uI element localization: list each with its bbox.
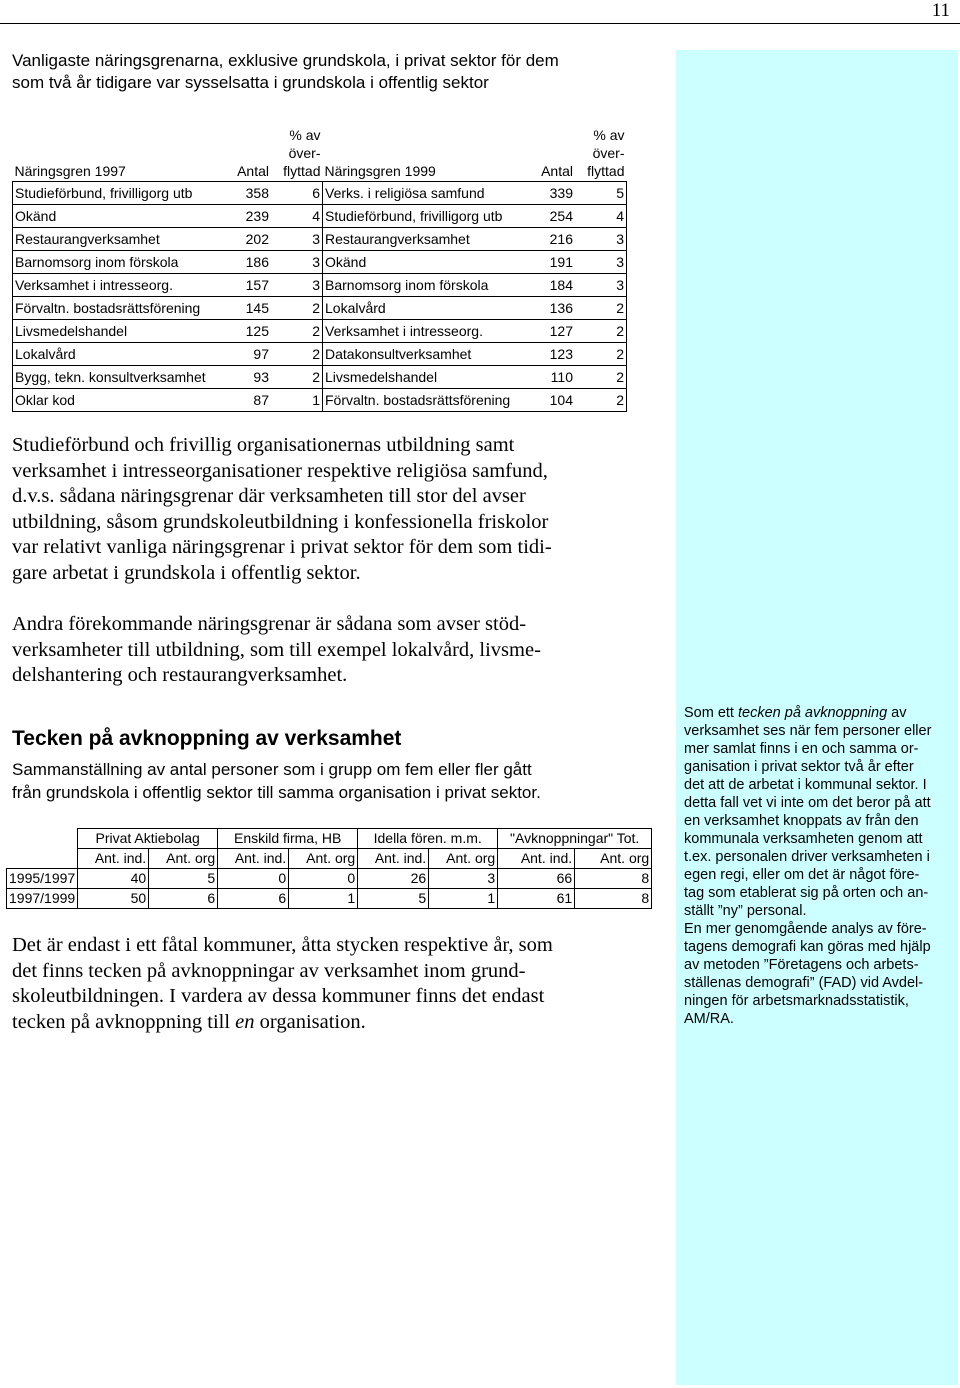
sidebar-line: egen regi, eller om det är något före-: [684, 867, 920, 883]
industry-table-row: [13, 320, 627, 343]
industry-1999-name: Lokalvård: [323, 297, 526, 320]
industry-1997-name: Restaurangverksamhet: [13, 228, 222, 251]
count-individuals: 66: [498, 869, 575, 889]
industry-1999-pct: 2: [575, 297, 627, 320]
industry-1999-pct: 3: [575, 228, 627, 251]
count-individuals: 61: [498, 889, 575, 909]
sidebar-line: tagens demografi kan göras med hjälp: [684, 939, 931, 955]
industry-1997-antal: 87: [221, 389, 271, 412]
industry-1999-pct: 3: [575, 251, 627, 274]
industry-1997-antal: 157: [221, 274, 271, 297]
industry-table-row: [13, 389, 627, 412]
industry-1997-pct: 2: [271, 320, 323, 343]
header-pct-line: % av: [289, 127, 321, 143]
industry-1999-antal: 254: [525, 205, 575, 228]
industry-table-row: [13, 366, 627, 389]
sidebar-line: detta fall vet vi inte om det beror på att: [684, 795, 931, 811]
industry-1999-name: Livsmedelshandel: [323, 366, 526, 389]
industry-1999-antal: 191: [525, 251, 575, 274]
industry-1997-pct: 2: [271, 297, 323, 320]
industry-1997-name: Okänd: [13, 205, 222, 228]
industry-1997-pct: 6: [271, 182, 323, 205]
sidebar-line: mer samlat finns i en och samma or-: [684, 741, 919, 757]
sidebar-line: tag som etablerat sig på orten och an-: [684, 885, 929, 901]
industry-1999-name: Verks. i religiösa samfund: [323, 182, 526, 205]
industry-1997-pct: 3: [271, 274, 323, 297]
header-naringsgren-1999: Näringsgren 1999: [323, 126, 526, 182]
count-organisations: 8: [575, 889, 652, 909]
paragraph-3: [12, 933, 640, 1035]
industry-1999-pct: 2: [575, 320, 627, 343]
industry-1997-antal: 97: [221, 343, 271, 366]
industry-1999-pct: 2: [575, 389, 627, 412]
industry-1997-pct: 3: [271, 251, 323, 274]
count-organisations: 5: [149, 869, 218, 889]
empty-corner: [7, 849, 78, 869]
paragraph-line: Andra förekommande näringsgrenar är sådana som avser stöd-: [12, 613, 527, 635]
count-organisations: 6: [149, 889, 218, 909]
count-individuals: 6: [218, 889, 289, 909]
paragraph-line: delshantering och restaurangverksamhet.: [12, 664, 348, 687]
header-naringsgren-1997: Näringsgren 1997: [13, 126, 222, 182]
industry-1999-antal: 184: [525, 274, 575, 297]
industry-1999-antal: 216: [525, 228, 575, 251]
header-pct-line: flyttad: [283, 163, 321, 179]
sidebar-line: En mer genomgående analys av före-: [684, 921, 927, 937]
industry-1997-antal: 358: [221, 182, 271, 205]
industry-1997-name: Barnomsorg inom förskola: [13, 251, 222, 274]
paragraph-line: Det är endast i ett fåtal kommuner, åtta stycken respektive år, som: [12, 934, 553, 956]
count-individuals: 40: [78, 869, 149, 889]
paragraph-line: gare arbetat i grundskola i offentlig sektor.: [12, 561, 361, 584]
paragraph-line: var relativt vanliga näringsgrenar i privat sektor för dem som tidi-: [12, 536, 552, 559]
subtitle-line: från grundskola i offentlig sektor till samma organisation i privat sektor.: [12, 783, 541, 802]
count-organisations: 0: [289, 869, 358, 889]
subheader-ant-org: Ant. org: [429, 849, 498, 869]
top-rule: [0, 23, 960, 24]
industry-1999-pct: 5: [575, 182, 627, 205]
count-individuals: 0: [218, 869, 289, 889]
industry-1997-antal: 145: [221, 297, 271, 320]
industry-table-row: [13, 343, 627, 366]
header-pct-line: över-: [592, 145, 625, 161]
section-heading: Tecken på avknoppning av verksamhet: [12, 727, 402, 750]
count-organisations: 1: [289, 889, 358, 909]
industry-1999-name: Förvaltn. bostadsrättsförening: [323, 389, 526, 412]
industry-table: [12, 126, 627, 412]
industry-1997-pct: 2: [271, 366, 323, 389]
sidebar-line: AM/RA.: [684, 1011, 734, 1027]
industry-1997-name: Livsmedelshandel: [13, 320, 222, 343]
sidebar-line: en verksamhet knoppats av från den: [684, 813, 919, 829]
header-antal-1999: Antal: [525, 126, 575, 182]
industry-1999-antal: 110: [525, 366, 575, 389]
industry-1999-antal: 104: [525, 389, 575, 412]
industry-1999-name: Studieförbund, frivilligorg utb: [323, 205, 526, 228]
empty-corner: [7, 829, 78, 849]
table1-title: [12, 50, 652, 94]
sidebar-line: ställenas demografi” (FAD) vid Avdel-: [684, 975, 924, 991]
industry-1999-antal: 127: [525, 320, 575, 343]
avknoppning-row: [7, 889, 652, 909]
industry-1997-name: Förvaltn. bostadsrättsförening: [13, 297, 222, 320]
industry-1997-pct: 4: [271, 205, 323, 228]
industry-1999-antal: 136: [525, 297, 575, 320]
industry-1997-name: Verksamhet i intresseorg.: [13, 274, 222, 297]
industry-table-body: [13, 182, 627, 412]
count-individuals: 50: [78, 889, 149, 909]
industry-1997-name: Oklar kod: [13, 389, 222, 412]
table1-title-line: som två år tidigare var sysselsatta i grundskola i offentlig sektor: [12, 73, 489, 92]
sidebar-line: t.ex. personalen driver verksamheten i: [684, 849, 930, 865]
paragraph-line: utbildning, såsom grundskoleutbildning i konfessionella friskolor: [12, 510, 549, 533]
paragraph-2: [12, 612, 640, 689]
header-pct-line: % av: [593, 127, 625, 143]
avknoppning-row: [7, 869, 652, 889]
industry-1997-pct: 2: [271, 343, 323, 366]
industry-1999-pct: 2: [575, 366, 627, 389]
industry-table-header: [13, 126, 627, 182]
industry-table-row: [13, 205, 627, 228]
header-pct-line: över-: [288, 145, 321, 161]
industry-1997-name: Studieförbund, frivilligorg utb: [13, 182, 222, 205]
industry-1997-antal: 186: [221, 251, 271, 274]
header-pct-line: flyttad: [587, 163, 625, 179]
paragraph-line: verksamhet i intresseorganisationer respektive religiösa samfund,: [12, 459, 548, 482]
header-antal-1997: Antal: [221, 126, 271, 182]
industry-1997-pct: 1: [271, 389, 323, 412]
industry-1997-name: Bygg, tekn. konsultverksamhet: [13, 366, 222, 389]
page-number: 11: [931, 0, 950, 21]
industry-1999-pct: 2: [575, 343, 627, 366]
industry-table-row: [13, 182, 627, 205]
industry-1997-antal: 125: [221, 320, 271, 343]
period-label: 1997/1999: [7, 889, 78, 909]
group-enskild-firma: Enskild firma, HB: [218, 829, 358, 849]
period-label: 1995/1997: [7, 869, 78, 889]
paragraph-line: verksamheter till utbildning, som till exempel lokalvård, livsme-: [12, 638, 541, 661]
header-pct-1999: [575, 126, 627, 182]
sidebar-line: kommunala verksamheten genom att: [684, 831, 923, 847]
avknoppning-table: [6, 828, 652, 909]
industry-1999-name: Datakonsultverksamhet: [323, 343, 526, 366]
sidebar-note: [684, 704, 954, 1028]
table1-title-line: Vanligaste näringsgrenarna, exklusive grundskola, i privat sektor för dem: [12, 51, 559, 70]
industry-1997-name: Lokalvård: [13, 343, 222, 366]
industry-1999-name: Verksamhet i intresseorg.: [323, 320, 526, 343]
header-pct-1997: [271, 126, 323, 182]
sidebar-line-1: Som ett tecken på avknoppning av: [684, 705, 907, 721]
paragraph-line: skoleutbildningen. I vardera av dessa kommuner finns det endast: [12, 985, 545, 1008]
industry-table-row: [13, 274, 627, 297]
sidebar-line: det att de arbetat i kommunal sektor. I: [684, 777, 927, 793]
paragraph-line: det finns tecken på avknoppningar av verksamhet inom grund-: [12, 959, 526, 982]
sidebar-line: ganisation i privat sektor två år efter: [684, 759, 914, 775]
subheader-ant-ind: Ant. ind.: [218, 849, 289, 869]
industry-table-row: [13, 251, 627, 274]
industry-table-row: [13, 297, 627, 320]
industry-1999-name: Barnomsorg inom förskola: [323, 274, 526, 297]
paragraph-1: [12, 433, 640, 587]
subheader-ant-ind: Ant. ind.: [498, 849, 575, 869]
count-individuals: 26: [358, 869, 429, 889]
industry-1999-antal: 123: [525, 343, 575, 366]
subheader-ant-ind: Ant. ind.: [78, 849, 149, 869]
count-organisations: 3: [429, 869, 498, 889]
subheader-ant-org: Ant. org: [149, 849, 218, 869]
avknoppning-table-body: [7, 869, 652, 909]
paragraph-line: d.v.s. sådana näringsgrenar där verksamheten till stor del avser: [12, 485, 526, 508]
industry-1999-pct: 4: [575, 205, 627, 228]
subheader-ant-org: Ant. org: [289, 849, 358, 869]
industry-1999-name: Okänd: [323, 251, 526, 274]
paragraph-line: tecken på avknoppning till en organisation.: [12, 1010, 366, 1033]
industry-1999-name: Restaurangverksamhet: [323, 228, 526, 251]
sidebar-line: av metoden ”Företagens och arbets-: [684, 957, 919, 973]
avknoppning-subheader: [7, 849, 652, 869]
paragraph-line: Studieförbund och frivillig organisationernas utbildning samt: [12, 434, 515, 456]
count-organisations: 8: [575, 869, 652, 889]
count-individuals: 5: [358, 889, 429, 909]
industry-1997-antal: 239: [221, 205, 271, 228]
industry-1997-pct: 3: [271, 228, 323, 251]
sidebar-line: ställt ”ny” personal.: [684, 903, 807, 919]
count-organisations: 1: [429, 889, 498, 909]
subtitle-line: Sammanställning av antal personer som i grupp om fem eller fler gått: [12, 760, 532, 779]
section-subtitle: [12, 758, 541, 804]
group-privat-aktiebolag: Privat Aktiebolag: [78, 829, 218, 849]
industry-1999-pct: 3: [575, 274, 627, 297]
industry-1997-antal: 93: [221, 366, 271, 389]
avknoppning-group-header: [7, 829, 652, 849]
industry-1999-antal: 339: [525, 182, 575, 205]
sidebar-line: verksamhet ses när fem personer eller: [684, 723, 932, 739]
subheader-ant-ind: Ant. ind.: [358, 849, 429, 869]
group-ideella-foreningar: Idella fören. m.m.: [358, 829, 498, 849]
group-avknoppningar-total: "Avknoppningar" Tot.: [498, 829, 652, 849]
subheader-ant-org: Ant. org: [575, 849, 652, 869]
industry-table-row: [13, 228, 627, 251]
industry-1997-antal: 202: [221, 228, 271, 251]
sidebar-line: ningen för arbetsmarknadsstatistik,: [684, 993, 909, 1009]
